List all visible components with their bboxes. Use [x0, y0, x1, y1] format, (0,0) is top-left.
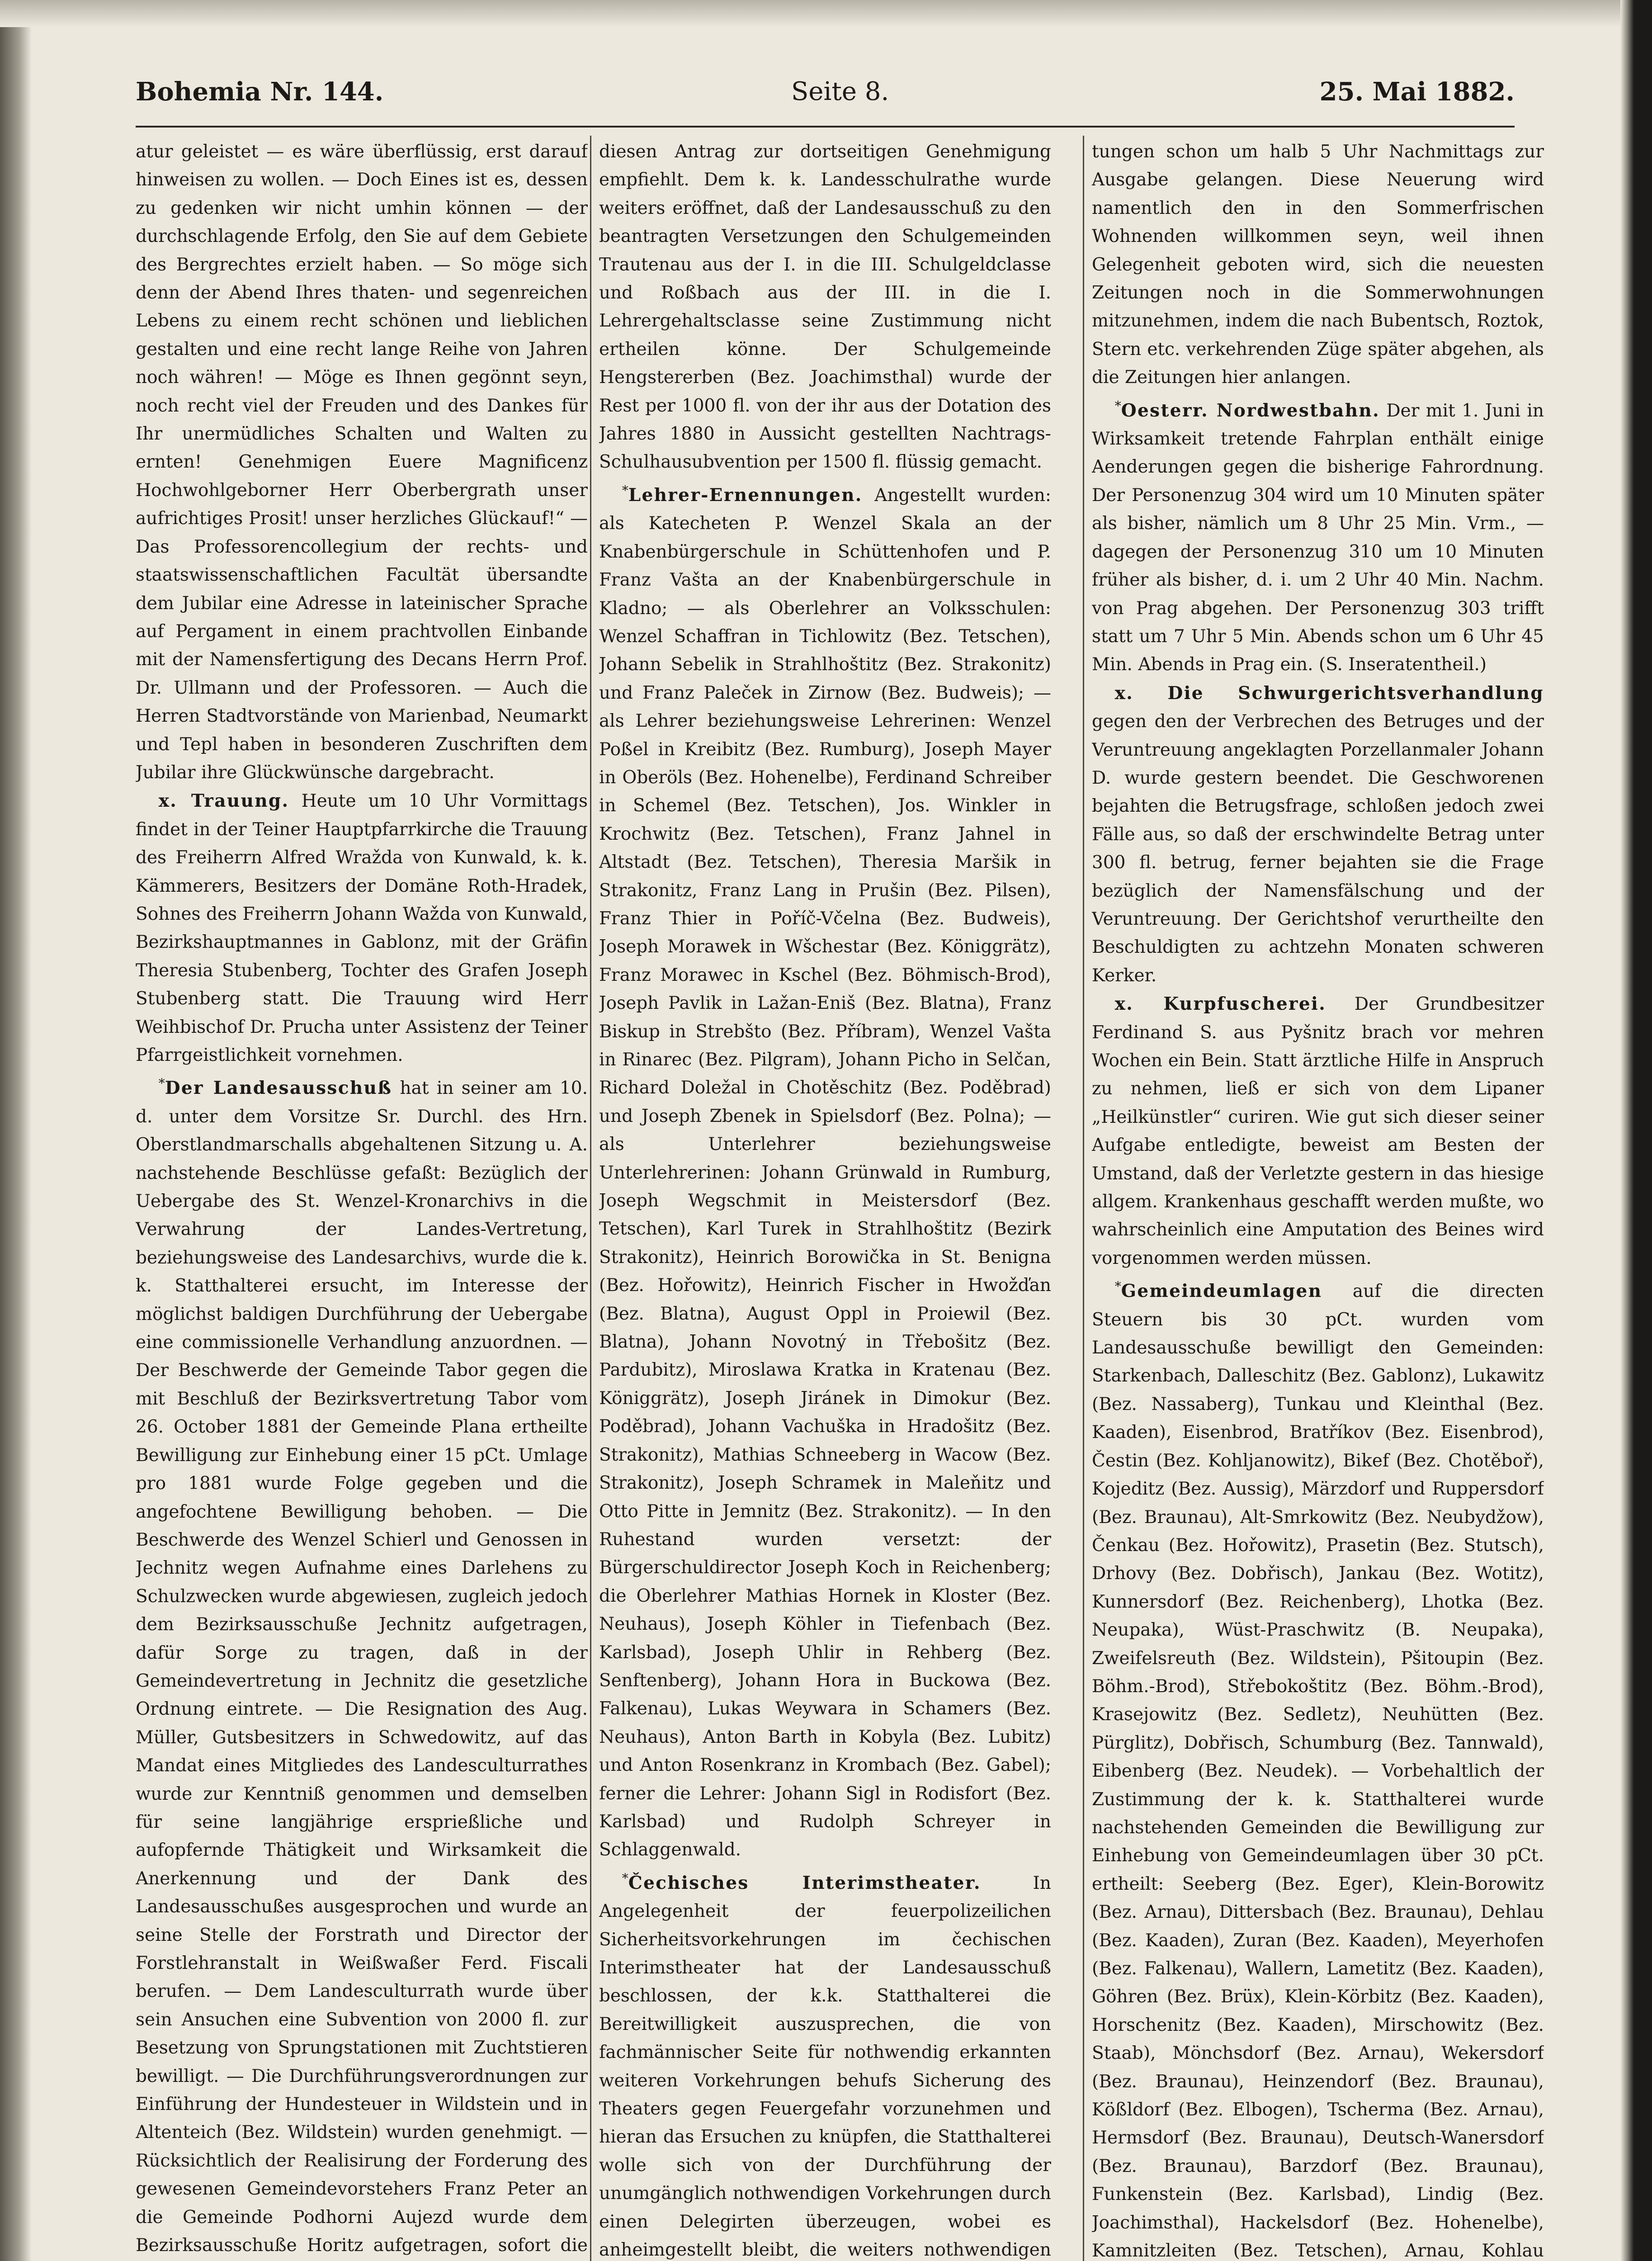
column-3 — [1092, 138, 1544, 2261]
article-kurpfuscherei: x. Kurpfuscherei. Der Grundbesitzer Ferdinand S. aus Pyšnitz brach vor mehren Wochen ein Bein. Statt ärztliche Hilfe in Anspruch zu nehmen, ließ er sich von dem Lipaner „Heilkünstler“ curiren. Wie gut sich dieser seiner Aufgabe entledigte, beweist am Besten der Umstand, daß der Verletzte gestern in das hiesige allgem. Krankenhaus geschafft werden mußte, wo wahrscheinlich eine Amputation des Beines wird vorgenommen werden müssen. — [1092, 993, 1544, 1268]
column-1 — [136, 138, 588, 2261]
article-lehrer: *Lehrer-Ernennungen. Angestellt wurden: als Katecheten P. Wenzel Skala an der Knabenbürgerschule in Schüttenhofen und P. Franz Vašta an der Knabenbürgerschule in Kladno; — als Oberlehrer an Volksschulen: Wenzel Schaffran in Tichlowitz (Bez. Tetschen), Johann Sebelik in Strahlhoštitz (Bez. Strakonitz) und Franz Paleček in Zirnow (Bez. Budweis); — als Lehrer beziehungsweise Lehrerinen: Wenzel Poßel in Kreibitz (Bez. Rumburg), Joseph Mayer in Oberöls (Bez. Hohenelbe), Ferdinand Schreiber in Schemel (Bez. Tetschen), Jos. Winkler in Krochwitz (Bez. Tetschen), Franz Jahnel in Altstadt (Bez. Tetschen), Theresia Maršik in Strakonitz, Franz Lang in Prušin (Bez. Pilsen), Franz Thier in Poříč-Včelna (Bez. Budweis), Joseph Morawek in Wšchestar (Bez. Königgrätz), Franz Morawec in Kschel (Bez. Böhmisch-Brod), Joseph Pavlik in Lažan-Eniš (Bez. Blatna), Franz Biskup in Strebšto (Bez. Příbram), Wenzel Vašta in Rinarec (Bez. Pilgram), Johann Picho in Selčan, Richard Doležal in Chotěschitz (Bez. Poděbrad) und Joseph Zbenek in Spielsdorf (Bez. Polna); — als Unterlehrer beziehungsweise Unterlehrerinen: Johann Grünwald in Rumburg, Joseph Wegschmit in Meistersdorf (Bez. Tetschen), Karl Turek in Strahlhoštitz (Bezirk Strakonitz), Heinrich Borowička in St. Benigna (Bez. Hořowitz), Heinrich Fischer in Hwožďan (Bez. Blatna), August Oppl in Proiewil (Bez. Blatna), Johann Novotný in Třebošitz (Bez. Pardubitz), Miroslawa Kratka in Kratenau (Bez. Königgrätz), Joseph Jiránek in Dimokur (Bez. Poděbrad), Johann Vachuška in Hradošitz (Bez. Strakonitz), Mathias Schneeberg in Wacow (Bez. Strakonitz), Joseph Schramek in Maleňitz und Otto Pitte in Jemnitz (Bez. Strakonitz). — In den Ruhestand wurden versetzt: der Bürgerschuldirector Joseph Koch in Reichenberg; die Oberlehrer Mathias Hornek in Kloster (Bez. Neuhaus), Joseph Köhler in Tiefenbach (Bez. Karlsbad), Joseph Uhlir in Rehberg (Bez. Senftenberg), Johann Hora in Buckowa (Bez. Falkenau), Lukas Weywara in Schamers (Bez. Neuhaus), Anton Barth in Kobyla (Bez. Lubitz) und Anton Rosenkranz in Krombach (Bez. Gabel); ferner die Lehrer: Johann Sigl in Rodisfort (Bez. Karlsbad) und Rudolph Schreyer in Schlaggenwald. — [599, 482, 1051, 1860]
page-header — [136, 68, 1515, 113]
article-trauung: x. Trauung. Heute um 10 Uhr Vormittags findet in der Teiner Hauptpfarrkirche die Trauung des Freiherrn Alfred Wražda von Kunwald, k. k. Kämmerers, Besitzers der Domäne Roth-Hradek, Sohnes des Freiherrn Johann Wažda von Kunwald, Bezirkshauptmannes in Gablonz, mit der Gräfin Theresia Stubenberg, Tochter des Grafen Joseph Stubenberg statt. Die Trauung wird Herr Weihbischof Dr. Prucha unter Assistenz der Teiner Pfarrgeistlichkeit vornehmen. — [136, 790, 588, 1065]
article-text: atur geleistet — es wäre überflüssig, erst darauf hinweisen zu wollen. — Doch Eines ist es, dessen zu gedenken wir nicht umhin können — der durchschlagende Erfolg, den Sie auf dem Gebiete des Bergrechtes erzielt haben. — So möge sich denn der Abend Ihres thaten- und segenreichen Lebens zu einem recht schönen und lieblichen gestalten und eine recht lange Reihe von Jahren noch währen! — Möge es Ihnen gegönnt seyn, noch recht viel der Freuden und des Dankes für Ihr unermüdliches Schalten und Walten zu ernten! Genehmigen Euere Magnificenz Hochwohlgeborner Herr Oberbergrath unser aufrichtiges Prosit! unser herzliches Glückauf!“ — Das Professorencollegium der rechts- und staatswissenschaftlichen Facultät übersandte dem Jubilar eine Adresse in lateinischer Sprache auf Pergament in einem prachtvollen Einbande mit der Namensfertigung des Decans Herrn Prof. Dr. Ullmann und der Professoren. — Auch die Herren Stadtvorstände von Marienbad, Neumarkt und Tepl haben in besonderen Zuschriften dem Jubilar ihre Glückwünsche dargebracht. — [136, 142, 588, 783]
section-heading: Čechisches Interimstheater. — [628, 1872, 981, 1893]
page-number: Seite 8. — [791, 77, 889, 106]
article-gemeindeumlagen: *Gemeindeumlagen auf die directen Steuern bis 30 pCt. wurden vom Landesausschuße bewilligt den Gemeinden: Starkenbach, Dalleschitz (Bez. Gablonz), Lukawitz (Bez. Nassaberg), Tunkau und Kleinthal (Bez. Kaaden), Eisenbrod, Bratříkov (Bez. Eisenbrod), Čestin (Bez. Kohljanowitz), Bikef (Bez. Chotěboř), Kojeditz (Bez. Aussig), Märzdorf und Ruppersdorf (Bez. Braunau), Alt-Smrkowitz (Bez. Neubydžow), Čenkau (Bez. Hořowitz), Prasetin (Bez. Stutsch), Drhovy (Bez. Dobřisch), Jankau (Bez. Wotitz), Kunnersdorf (Bez. Reichenberg), Lhotka (Bez. Neupaka), Wüst-Praschwitz (B. Neupaka), Zweifelsreuth (Bez. Wildstein), Pšitoupin (Bez. Böhm.-Brod), Střebokoštitz (Bez. Böhm.-Brod), Krasejowitz (Bez. Sedletz), Neuhütten (Bez. Pürglitz), Dobřisch, Schumburg (Bez. Tannwald), Eibenberg (Bez. Neudek). — Vorbehaltlich der Zustimmung der k. k. Statthalterei wurde nachstehenden Gemeinden die Bewilligung zur Einhebung von Gemeindeumlagen über 30 pCt. ertheilt: Seeberg (Bez. Eger), Klein-Borowitz (Bez. Arnau), Dittersbach (Bez. Braunau), Dehlau (Bez. Kaaden), Zuran (Bez. Kaaden), Meyerhofen (Bez. Falkenau), Wallern, Lametitz (Bez. Kaaden), Göhren (Bez. Brüx), Klein-Körbitz (Bez. Kaaden), Horschenitz (Bez. Kaaden), Mirschowitz (Bez. Staab), Mönchsdorf (Bez. Arnau), Wekersdorf (Bez. Braunau), Heinzendorf (Bez. Braunau), Kößldorf (Bez. Elbogen), Tscherma (Bez. Arnau), Hermsdorf (Bez. Braunau), Deutsch-Wanersdorf (Bez. Braunau), Barzdorf (Bez. Braunau), Funkenstein (Bez. Karlsbad), Lindig (Bez. Joachimsthal), Hackelsdorf (Bez. Hohenelbe), Kamnitzleiten (Bez. Tetschen), Arnau, Kohlau — [1092, 1279, 1544, 2261]
section-heading: x. Die Schwurgerichtsverhandlung — [1114, 682, 1544, 704]
article-nordwestbahn: *Oesterr. Nordwestbahn. Der mit 1. Juni in Wirksamkeit tretende Fahrplan enthält einige Aenderungen gegen die bisherige Fahrordnung. Der Personenzug 304 wird um 10 Minuten später als bisher, nämlich um 8 Uhr 25 Min. Vrm., — dagegen der Personenzug 310 um 10 Minuten früher als bisher, d. i. um 2 Uhr 40 Min. Nachm. von Prag abgehen. Der Personenzug 303 trifft statt um 7 Uhr 5 Min. Abends schon um 6 Uhr 45 Min. Abends in Prag ein. (S. Inseratentheil.) — [1092, 398, 1544, 675]
scan-edge — [1620, 0, 1652, 2261]
section-heading: Oesterr. Nordwestbahn. — [1121, 400, 1380, 421]
section-heading: Der Landesausschuß — [165, 1078, 392, 1099]
section-heading: x. Trauung. — [158, 790, 289, 812]
article-theater: *Čechisches Interimstheater. In Angelegenheit der feuerpolizeilichen Sicherheitsvorkehrungen im čechischen Interimstheater hat der Landesausschuß beschlossen, der k.k. Statthalterei die Bereitwilligkeit auszusprechen, die von fachmännischer Seite für nothwendig erkannten weiteren Vorkehrungen behufs Sicherung des Theaters gegen Feuergefahr vorzunehmen und hieran das Ersuchen zu knüpfen, die Statthalterei wolle sich von der Durchführung der unumgänglich nothwendigen Vorkehrungen durch einen Delegirten überzeugen, wobei es anheimgestellt bleibt, die weiters nothwendigen — [599, 1870, 1051, 2261]
column-divider-2 — [1083, 136, 1084, 2261]
issue-date: 25. Mai 1882. — [1319, 77, 1515, 107]
section-heading: x. Kurpfuscherei. — [1114, 993, 1326, 1015]
article-text: diesen Antrag zur dortseitigen Genehmigung empfiehlt. Dem k. k. Landesschulrathe wurde weiters eröffnet, daß der Landesausschuß zu den beantragten Versetzungen den Schulgemeinden Trautenau aus der I. in die III. Schulgeldclasse und Roßbach aus der III. in die I. Lehrergehaltsclasse seine Zustimmung nicht ertheilen könne. Der Schulgemeinde Hengstererben (Bez. Joachimsthal) wurde der Rest per 1000 fl. von der ihr aus der Dotation des Jahres 1880 in Aussicht gestellten Nachtrags-Schulhausubvention per 1500 fl. flüssig gemacht. — [599, 142, 1051, 473]
binding-shadow — [0, 0, 32, 2261]
article-schwurgericht: x. Die Schwurgerichtsverhandlung gegen den der Verbrechen des Betruges und der Veruntreuung angeklagten Porzellanmaler Johann D. wurde gestern beendet. Die Geschworenen bejahten die Betrugsfrage, schloßen jedoch zwei Fälle aus, so daß der erschwindelte Betrag unter 300 fl. betrug, ferner bejahten sie die Frage bezüglich der Namensfälschung und der Veruntreuung. Der Gerichtshof verurtheilte den Beschuldigten zu achtzehn Monaten schweren Kerker. — [1092, 682, 1544, 986]
section-heading: Gemeindeumlagen — [1121, 1281, 1322, 1302]
article-text: tungen schon um halb 5 Uhr Nachmittags zur Ausgabe gelangen. Diese Neuerung wird namentlich den in den Sommerfrischen Wohnenden willkommen seyn, weil ihnen Gelegenheit geboten wird, sich die neuesten Zeitungen noch in die Sommerwohnungen mitzunehmen, indem die nach Bubentsch, Roztok, Stern etc. verkehrenden Züge später abgehen, als die Zeitungen hier anlangen. — [1092, 142, 1544, 388]
section-heading: Lehrer-Ernennungen. — [628, 484, 863, 506]
masthead-issue: Bohemia Nr. 144. — [136, 77, 384, 107]
column-2 — [599, 138, 1051, 2261]
header-rule — [136, 126, 1515, 128]
article-landesausschuss: *Der Landesausschuß hat in seiner am 10. d. unter dem Vorsitze Sr. Durchl. des Hrn. Oberstlandmarschalls abgehaltenen Sitzung u. A. nachstehende Beschlüsse gefaßt: Bezüglich der Uebergabe des St. Wenzel-Kronarchivs in die Verwahrung der Landes-Vertretung, beziehungsweise des Landesarchivs, wurde die k. k. Statthalterei ersucht, im Interesse der möglichst baldigen Durchführung der Uebergabe eine commissionelle Verhandlung anzuordnen. — Der Beschwerde der Gemeinde Tabor gegen die mit Beschluß der Bezirksvertretung Tabor vom 26. October 1881 der Gemeinde Plana ertheilte Bewilligung zur Einhebung einer 15 pCt. Umlage pro 1881 wurde Folge gegeben und die angefochtene Bewilligung behoben. — Die Beschwerde des Wenzel Schierl und Genossen in Jechnitz wegen Aufnahme eines Darlehens zu Schulzwecken wurde abgewiesen, zugleich jedoch dem Bezirksausschuße Jechnitz aufgetragen, dafür Sorge zu tragen, daß in der Gemeindevertretung in Jechnitz die gesetzliche Ordnung eintrete. — Die Resignation des Aug. Müller, Gutsbesitzers in Schwedowitz, auf das Mandat eines Mitgliedes des Landesculturrathes wurde zur Kenntniß genommen und demselben für seine langjährige ersprießliche und aufopfernde Thätigkeit und Wirksamkeit die Anerkennung und der Dank des Landesausschußes ausgesprochen und wurde an seine Stelle der Forstrath und Director der Forstlehranstalt in Weißwaßer Ferd. Fiscali berufen. — Dem Landesculturrath wurde über sein Ansuchen eine Subvention von 2000 fl. zur Besetzung von Sprungstationen mit Zuchtstieren bewilligt. — Die Durchführungsverordnungen zur Einführung der Hundesteuer in Wildstein und in Altenteich (Bez. Wildstein) wurden genehmigt. — Rücksichtlich der Realisirung der Forderung des gewesenen Gemeindevorstehers Franz Peter an die Gemeinde Podhorni Aujezd wurde dem Bezirksausschuße Horitz aufgetragen, sofort die — [136, 1076, 588, 2256]
top-shadow — [0, 0, 1652, 27]
column-divider-1 — [590, 136, 591, 2261]
